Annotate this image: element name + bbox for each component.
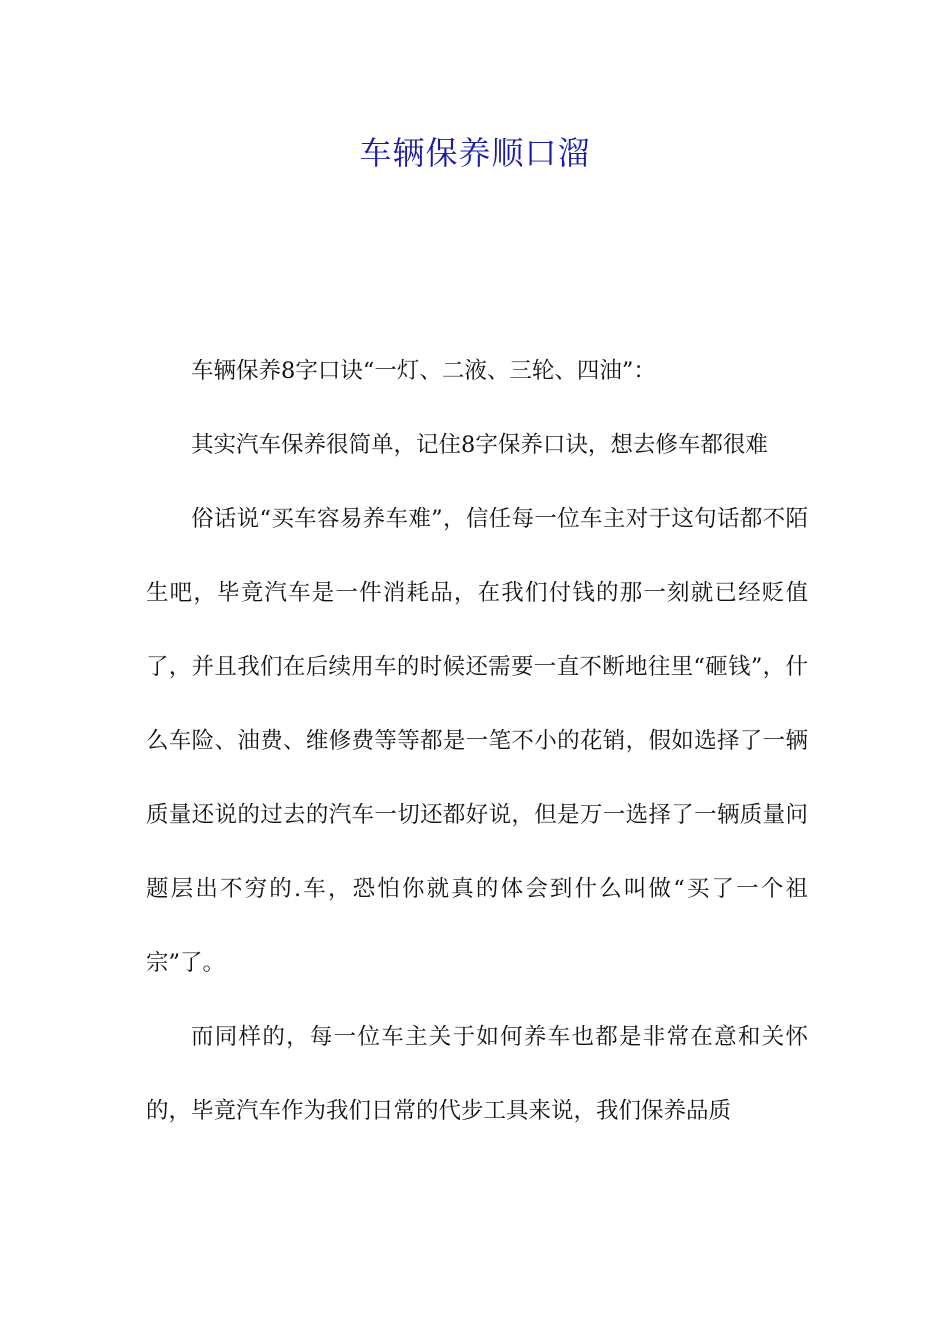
paragraph-care: 而同样的，每一位车主关于如何养车也都是非常在意和关怀的，毕竟汽车作为我们日常的代步工具来说，我们保养品质	[146, 1024, 808, 1124]
paragraph-saying: 俗话说“买车容易养车难”，信任每一位车主对于这句话都不陌生吧，毕竟汽车是一件消耗品，在我们付钱的那一刻就已经贬值了，并且我们在后续用车的时候还需要一直不断地往里“砸钱”，什么车险、油费、维修费等等都是一笔不小的花销，假如选择了一辆质量还说的过去的汽车一切还都好说，但是万一选择了一辆质量问题层出不穷的.车，恐怕你就真的体会到什么叫做“买了一个祖宗”了。	[146, 506, 808, 976]
paragraph-intro: 车辆保养8字口诀“一灯、二液、三轮、四油”：	[191, 358, 656, 384]
paragraph-simple: 其实汽车保养很简单，记住8字保养口诀，想去修车都很难	[191, 432, 768, 458]
document-title: 车辆保养顺口溜	[359, 134, 591, 172]
document-body	[146, 334, 808, 1148]
